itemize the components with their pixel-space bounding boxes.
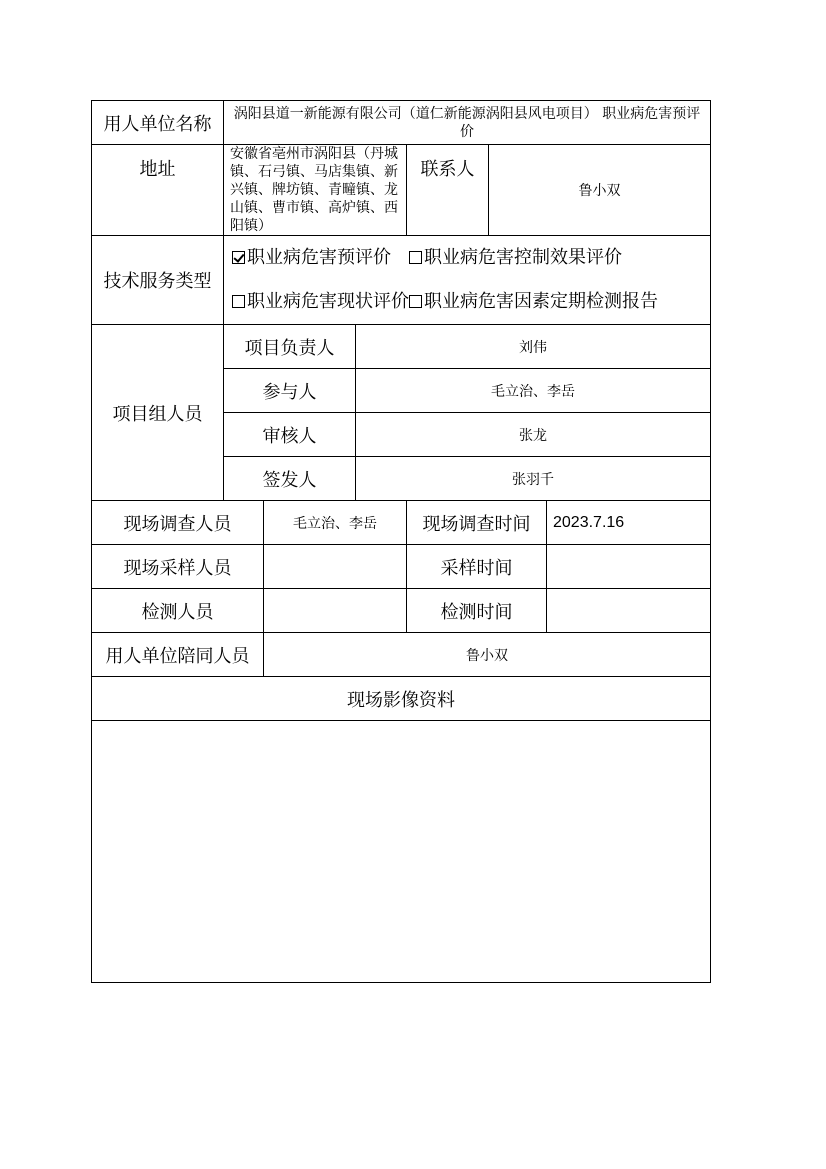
survey-time-label: 现场调查时间 [407, 501, 547, 545]
escort-row [92, 633, 711, 677]
checkbox-icon[interactable] [409, 251, 422, 264]
address-row [92, 145, 711, 236]
images-area [92, 721, 711, 983]
option-status-evaluation[interactable]: 职业病危害现状评价 [232, 291, 409, 312]
survey-staff-label: 现场调查人员 [92, 501, 264, 545]
sampling-row [92, 545, 711, 589]
testing-row [92, 589, 711, 633]
testing-staff-label: 检测人员 [92, 589, 264, 633]
checkbox-icon[interactable] [232, 295, 245, 308]
team-member: 刘伟 [356, 325, 711, 369]
team-member: 张龙 [356, 413, 711, 457]
checkbox-icon[interactable] [409, 295, 422, 308]
option-periodic-testing-report[interactable]: 职业病危害因素定期检测报告 [409, 291, 658, 312]
team-role: 审核人 [224, 413, 356, 457]
testing-time-label: 检测时间 [407, 589, 547, 633]
team-row [92, 325, 711, 369]
survey-staff-value: 毛立治、李岳 [264, 501, 407, 545]
sampling-time-label: 采样时间 [407, 545, 547, 589]
survey-record-table [91, 100, 711, 983]
sampling-staff-label: 现场采样人员 [92, 545, 264, 589]
sampling-staff-value [264, 545, 407, 589]
team-role: 参与人 [224, 369, 356, 413]
images-area-row [92, 721, 711, 983]
testing-staff-value [264, 589, 407, 633]
option-pre-evaluation[interactable]: 职业病危害预评价 [232, 236, 391, 280]
survey-row [92, 501, 711, 545]
sampling-time-value [547, 545, 711, 589]
employer-value: 涡阳县道一新能源有限公司（道仁新能源涡阳县风电项目） 职业病危害预评价 [224, 101, 711, 145]
survey-time-value: 2023.7.16 [547, 501, 711, 545]
testing-time-value [547, 589, 711, 633]
escort-label: 用人单位陪同人员 [92, 633, 264, 677]
address-label: 地址 [92, 145, 224, 236]
escort-value: 鲁小双 [264, 633, 711, 677]
team-member: 毛立治、李岳 [356, 369, 711, 413]
images-header-row [92, 677, 711, 721]
images-label: 现场影像资料 [92, 677, 711, 721]
employer-label: 用人单位名称 [92, 101, 224, 145]
service-type-row [92, 236, 711, 325]
contact-value: 鲁小双 [489, 145, 711, 236]
option-control-effect-evaluation[interactable]: 职业病危害控制效果评价 [409, 236, 622, 280]
contact-label: 联系人 [407, 145, 489, 236]
team-role: 签发人 [224, 457, 356, 501]
team-member: 张羽千 [356, 457, 711, 501]
service-type-label: 技术服务类型 [92, 236, 224, 325]
team-label: 项目组人员 [92, 325, 224, 501]
employer-row [92, 101, 711, 145]
checked-box-icon[interactable] [232, 251, 245, 264]
service-type-options [224, 236, 711, 325]
team-role: 项目负责人 [224, 325, 356, 369]
address-value: 安徽省亳州市涡阳县（丹城镇、石弓镇、马店集镇、新兴镇、牌坊镇、青疃镇、龙山镇、曹市镇、高炉镇、西阳镇） [224, 145, 407, 236]
